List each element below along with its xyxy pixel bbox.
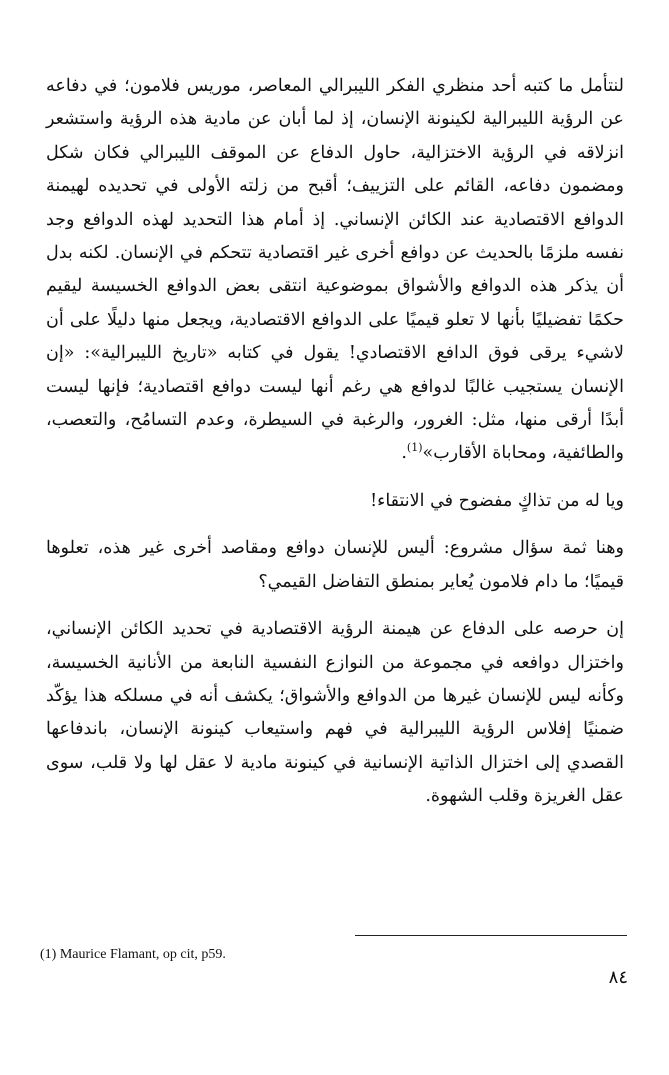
footnote-reference[interactable]: (1) (406, 441, 423, 455)
footnote: (1) Maurice Flamant, op cit, p59. (40, 947, 226, 962)
page-number: ٨٤ (608, 967, 628, 988)
paragraph-3: وهنا ثمة سؤال مشروع: أليس للإنسان دوافع ومقاصد أخرى غير هذه، تعلوها قيميًا؛ ما دام فلامون يُعاير بمنطق التفاضل القيمي؟ (46, 538, 624, 592)
paragraph-4: إن حرصه على الدفاع عن هيمنة الرؤية الاقتصادية في تحديد الكائن الإنساني، واختزال دوافعه في مجموعة من النوازع النفسية النابعة من الأنانية الخسيسة، وكأنه ليس للإنسان غيرها من الدوافع والأشواق؛ يكشف أنه في مسلكه هذا يؤكّد ضمنيًا إفلاس الرؤية الليبرالية في فهم واستيعاب كينونة الإنسان، باندفاعها القصدي إلى اختزال الذاتية الإنسانية في كينونة مادية لا عقل لها ولا قلب، سوى عقل الغريزة وقلب الشهوة. (46, 619, 624, 807)
body-text (46, 70, 624, 814)
paragraph-1-text: لنتأمل ما كتبه أحد منظري الفكر الليبرالي المعاصر، موريس فلامون؛ في دفاعه عن الرؤية الليبرالية لكينونة الإنسان، إذ لما أبان عن مادية هذه الرؤية واستشعر انزلاقه في الرؤية الاختزالية، حاول الدفاع عن الموقف الليبرالي فكان شكل ومضمون دفاعه، القائم على التزييف؛ أقبح من زلته الأولى في تحديده لهيمنة الدوافع الاقتصادية عند الكائن الإنساني. إذ أمام هذا التحديد لهذه الدوافع وجد نفسه ملزمًا بالحديث عن دوافع أخرى غير اقتصادية تتحكم في الإنسان. لكنه بدل أن يذكر هذه الدوافع والأشواق بموضوعية انتقى بعض الدوافع الخسيسة ليقيم حكمًا تفضيليًا بأنها لا تعلو قيميًا على الدوافع الاقتصادية، ويجعل منها دليلًا على أن لاشيء يرقى فوق الدافع الاقتصادي! يقول في كتابه «تاريخ الليبرالية»: «إن الإنسان يستجيب غالبًا لدوافع هي رغم أنها ليست دوافع اقتصادية؛ فإنها ليست أبدًا أرقى منها، مثل: الغرور، والرغبة في السيطرة، وعدم التسامُح، والتعصب، والطائفية، ومحاباة الأقارب» (46, 76, 624, 464)
paragraph-1-tail: . (401, 443, 407, 464)
footnote-divider (355, 935, 627, 936)
paragraph-2: ويا له من تذاكٍ مفضوح في الانتقاء! (370, 490, 624, 511)
paragraph-1 (46, 70, 624, 471)
